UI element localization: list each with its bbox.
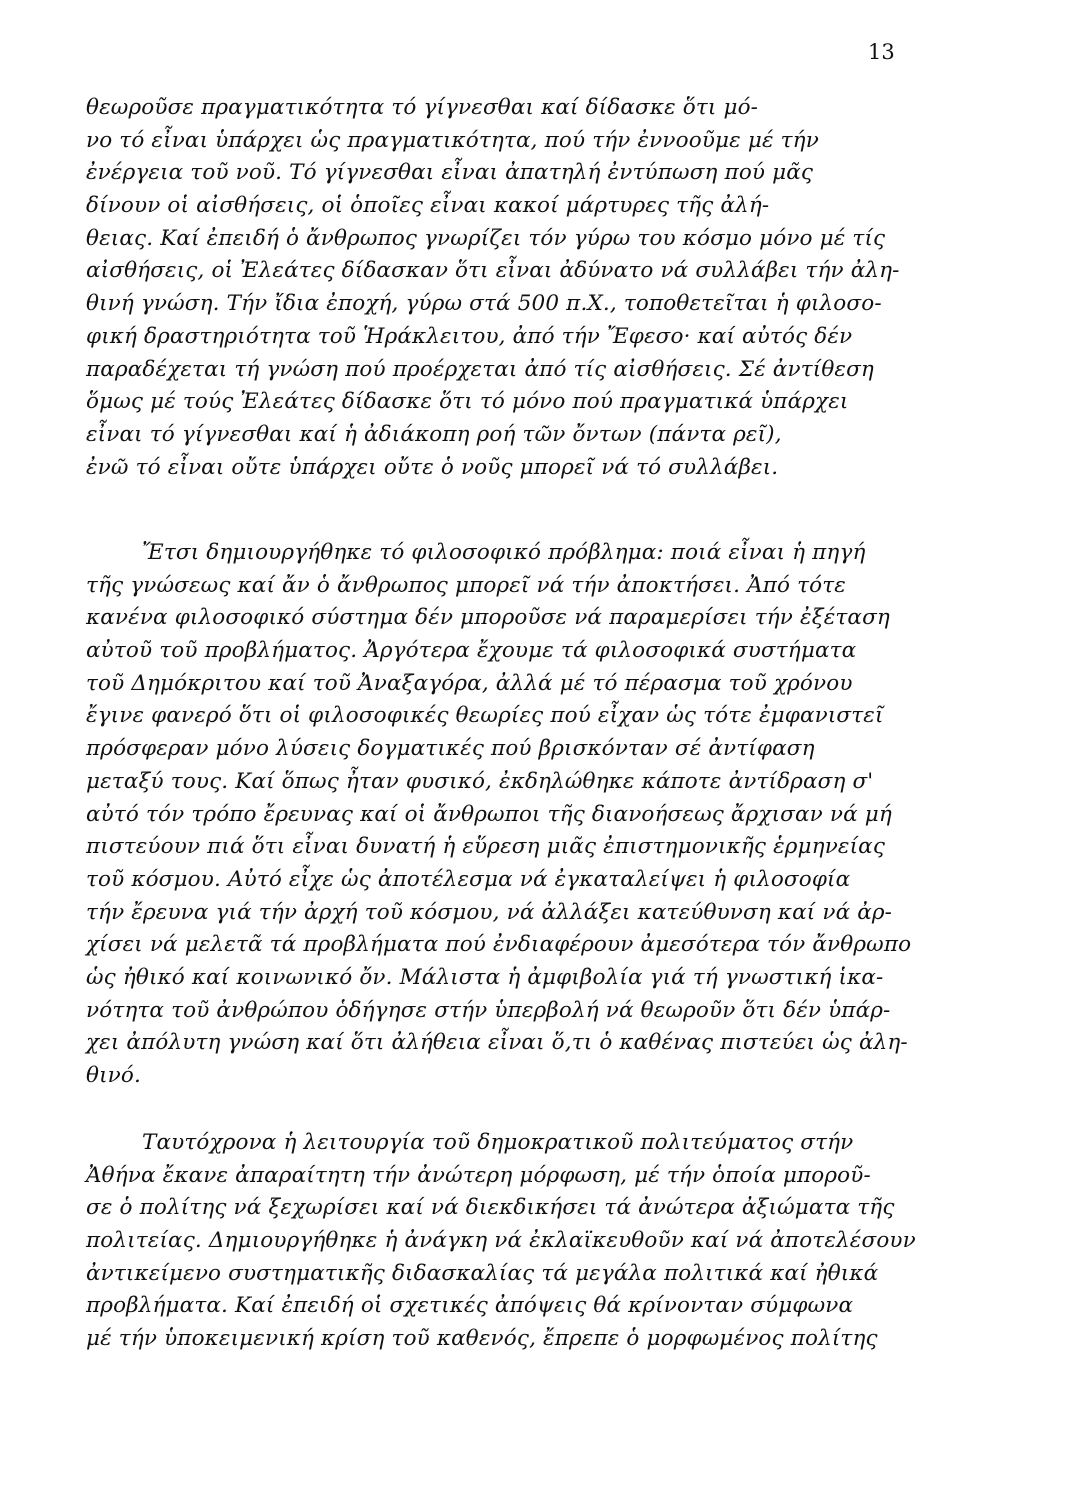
text-line: ἐνέργεια τοῦ νοῦ. Τό γίγνεσθαι εἶναι ἀπατηλή ἐντύπωση πού μᾶς <box>86 160 814 186</box>
text-line: μεταξύ τους. Καί ὅπως ἦταν φυσικό, ἐκδηλώθηκε κάποτε ἀντίδραση σ' <box>86 768 874 794</box>
text-line: πιστεύουν πιά ὅτι εἶναι δυνατή ἡ εὕρεση μιᾶς ἐπιστημονικῆς ἑρμηνείας <box>86 834 886 860</box>
text-line: παραδέχεται τή γνώση πού προέρχεται ἀπό τίς αἰσθήσεις. Σέ ἀντίθεση <box>86 356 874 382</box>
text-line: σε ὁ πολίτης νά ξεχωρίσει καί νά διεκδικήσει τά ἀνώτερα ἀξιώματα τῆς <box>86 1195 895 1221</box>
paragraph-3 <box>86 1127 932 1356</box>
text-line: Ἀθήνα ἔκανε ἀπαραίτητη τήν ἀνώτερη μόρφωση, μέ τήν ὁποία μποροῦ- <box>86 1162 871 1188</box>
paragraph-1 <box>86 92 932 484</box>
text-line: εἶναι τό γίγνεσθαι καί ἡ ἀδιάκοπη ροή τῶν ὄντων (πάντα ρεῖ), <box>86 421 782 447</box>
text-line: προβλήματα. Καί ἐπειδή οἱ σχετικές ἀπόψεις θά κρίνονταν σύμφωνα <box>86 1293 854 1319</box>
text-line: τῆς γνώσεως καί ἄν ὁ ἄνθρωπος μπορεῖ νά τήν ἀποκτήσει. Ἀπό τότε <box>86 572 846 598</box>
text-line: αἰσθήσεις, οἱ Ἐλεάτες δίδασκαν ὅτι εἶναι ἀδύνατο νά συλλάβει τήν ἀλη- <box>86 258 900 284</box>
text-line: Ἔτσι δημιουργήθηκε τό φιλοσοφικό πρόβλημα: ποιά εἶναι ἡ πηγή <box>142 540 866 565</box>
text-line: μέ τήν ὑποκειμενική κρίση τοῦ καθενός, ἔπρεπε ὁ μορφωμένος πολίτης <box>86 1326 878 1352</box>
text-line: πολιτείας. Δημιουργήθηκε ἡ ἀνάγκη νά ἐκλαϊκευθοῦν καί νά ἀποτελέσουν <box>86 1228 916 1254</box>
text-line: χει ἀπόλυτη γνώση καί ὅτι ἀλήθεια εἶναι ὅ,τι ὁ καθένας πιστεύει ὡς ἀλη- <box>86 1030 908 1056</box>
text-line: ὡς ἠθικό καί κοινωνικό ὄν. Μάλιστα ἡ ἀμφιβολία γιά τή γνωστική ἱκα- <box>86 964 884 990</box>
text-line: χίσει νά μελετᾶ τά προβλήματα πού ἐνδιαφέρουν ἀμεσότερα τόν ἄνθρωπο <box>86 932 912 958</box>
text-line: ἀντικείμενο συστηματικῆς διδασκαλίας τά μεγάλα πολιτικά καί ἠθικά <box>86 1260 879 1286</box>
text-line: κανένα φιλοσοφικό σύστημα δέν μποροῦσε νά παραμερίσει τήν ἐξέταση <box>86 605 890 631</box>
text-line: τοῦ Δημόκριτου καί τοῦ Ἀναξαγόρα, ἀλλά μέ τό πέρασμα τοῦ χρόνου <box>86 670 853 696</box>
text-line: πρόσφεραν μόνο λύσεις δογματικές πού βρισκόνταν σέ ἀντίφαση <box>86 736 815 762</box>
text-line: θειας. Καί ἐπειδή ὁ ἄνθρωπος γνωρίζει τόν γύρω του κόσμο μόνο μέ τίς <box>86 225 886 251</box>
text-line: ἐνῶ τό εἶναι οὔτε ὑπάρχει οὔτε ὁ νοῦς μπορεῖ νά τό συλλάβει. <box>86 454 779 480</box>
text-line: θινή γνώση. Τήν ἴδια ἐποχή, γύρω στά 500 π.Χ., τοποθετεῖται ἡ φιλοσο- <box>86 291 882 317</box>
text-line: αὐτό τόν τρόπο ἔρευνας καί οἱ ἄνθρωποι τῆς διανοήσεως ἄρχισαν νά μή <box>86 801 892 827</box>
text-line: αὐτοῦ τοῦ προβλήματος. Ἀργότερα ἔχουμε τά φιλοσοφικά συστήματα <box>86 638 857 664</box>
text-line: ὅμως μέ τούς Ἐλεάτες δίδασκε ὅτι τό μόνο πού πραγματικά ὑπάρχει <box>86 389 849 415</box>
text-line: ἔγινε φανερό ὅτι οἱ φιλοσοφικές θεωρίες πού εἶχαν ὡς τότε ἐμφανιστεῖ <box>86 703 884 729</box>
text-line: θεωροῦσε πραγματικότητα τό γίγνεσθαι καί δίδασκε ὅτι μό- <box>86 95 759 120</box>
text-line: θινό. <box>86 1063 141 1088</box>
text-line: φική δραστηριότητα τοῦ Ἡράκλειτου, ἀπό τήν Ἔφεσο· καί αὐτός δέν <box>86 323 853 349</box>
text-line: δίνουν οἱ αἰσθήσεις, οἱ ὁποῖες εἶναι κακοί μάρτυρες τῆς ἀλή- <box>86 193 770 219</box>
text-line: νότητα τοῦ ἀνθρώπου ὁδήγησε στήν ὑπερβολή νά θεωροῦν ὅτι δέν ὑπάρ- <box>86 997 891 1023</box>
paragraph-2 <box>86 537 932 1093</box>
page-number: 13 <box>868 40 895 64</box>
text-line: νο τό εἶναι ὑπάρχει ὡς πραγματικότητα, πού τήν ἐννοοῦμε μέ τήν <box>86 127 819 153</box>
text-line: τήν ἔρευνα γιά τήν ἀρχή τοῦ κόσμου, νά ἀλλάξει κατεύθυνση καί νά ἀρ- <box>86 899 893 925</box>
text-line: τοῦ κόσμου. Αὐτό εἶχε ὡς ἀποτέλεσμα νά ἐγκαταλείψει ἡ φιλοσοφία <box>86 866 851 892</box>
text-line: Ταυτόχρονα ἡ λειτουργία τοῦ δημοκρατικοῦ πολιτεύματος στήν <box>142 1130 854 1155</box>
